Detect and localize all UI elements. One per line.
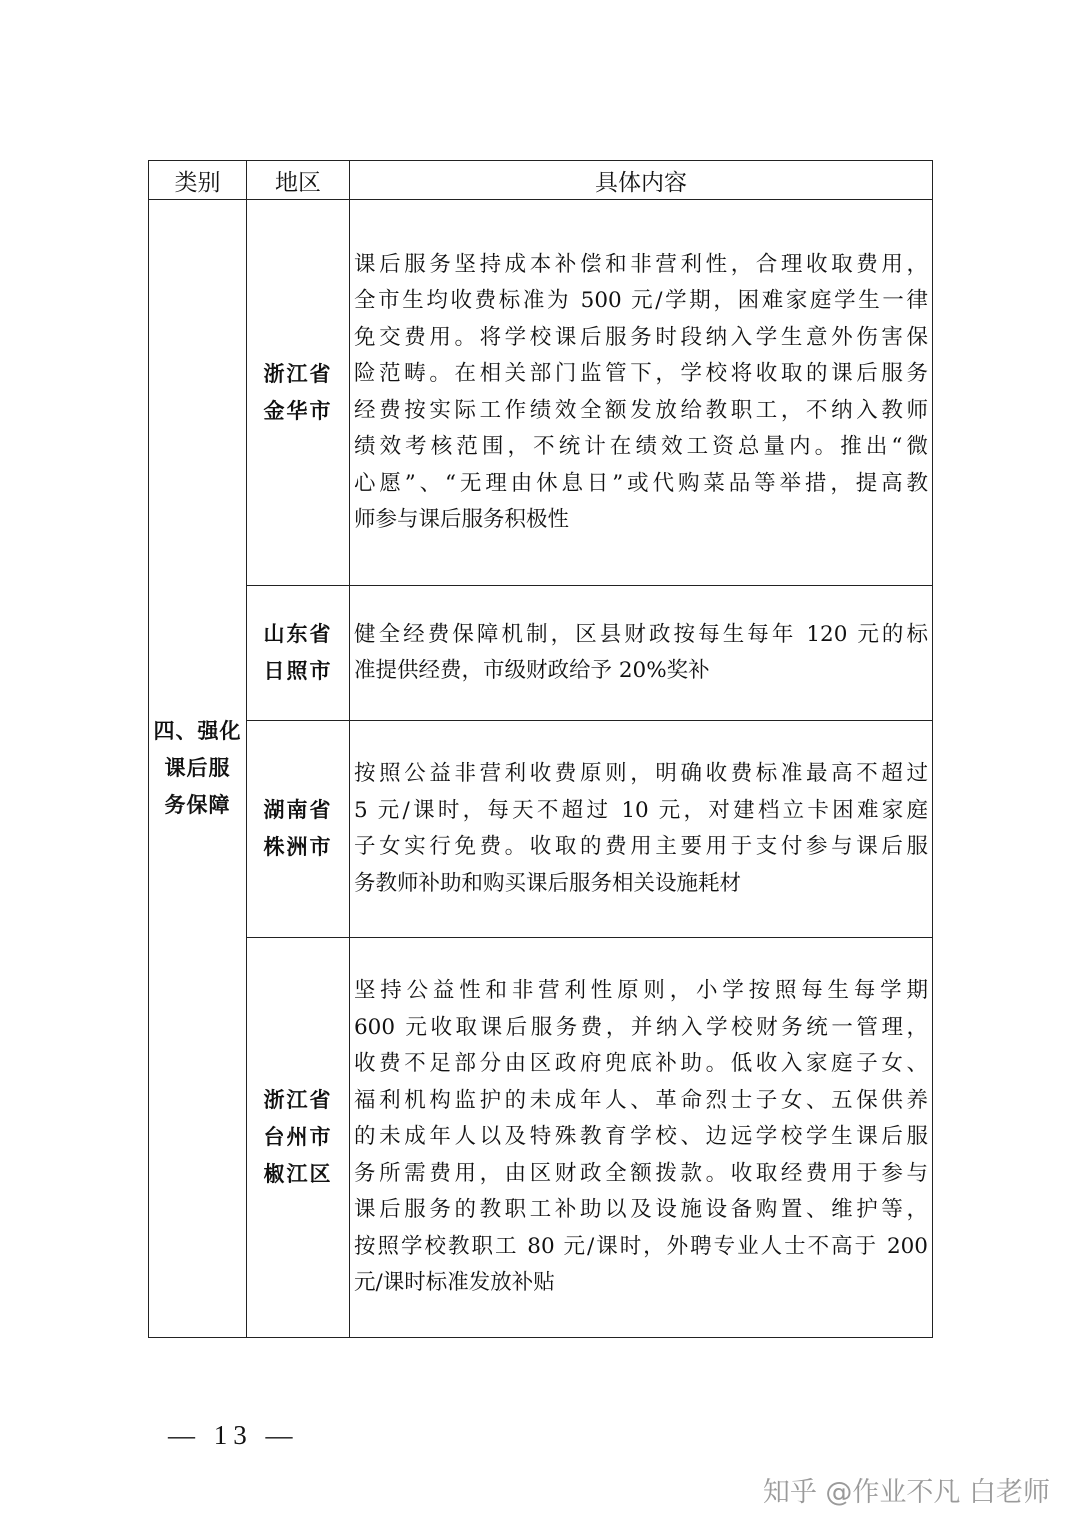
watermark: 知乎 @作业不凡 白老师: [762, 1477, 1050, 1508]
content-line: 师参与课后服务积极性: [354, 507, 570, 532]
table-row: [149, 200, 933, 586]
region-line: 金华市: [263, 398, 333, 423]
region-cell: [247, 200, 350, 586]
header-category: 类别: [149, 161, 247, 200]
table-row: [149, 938, 933, 1338]
content-line: 坚持公益性和非营利性原则，小学按照每生每学期: [354, 978, 928, 1004]
content-line: 5 元/课时，每天不超过 10 元，对建档立卡困难家庭: [354, 797, 928, 823]
content-line: 课后服务的教职工补助以及设施设备购置、维护等，: [354, 1197, 928, 1223]
table-header-row: [149, 161, 933, 200]
content-line: 的未成年人以及特殊教育学校、边远学校学生课后服: [354, 1124, 928, 1150]
region-cell: [247, 721, 350, 938]
region-line: 湖南省: [263, 798, 333, 822]
content-line: 600 元收取课后服务费，并纳入学校财务统一管理，: [354, 1014, 928, 1040]
content-line: 险范畴。在相关部门监管下，学校将收取的课后服务: [354, 361, 928, 386]
content-line: 心愿”、“无理由休息日”或代购菜品等举措，提高教: [354, 470, 928, 496]
content-line: 绩效考核范围，不统计在绩效工资总量内。推出“微: [354, 434, 928, 459]
content-line: 经费按实际工作绩效全额发放给教职工，不纳入教师: [354, 397, 928, 423]
category-cell: [149, 200, 247, 1338]
region-line: 台州市: [263, 1125, 333, 1149]
content-cell: [350, 200, 933, 586]
region-line: 浙江省: [263, 1088, 333, 1112]
region-line: 浙江省: [263, 361, 333, 386]
content-line: 元/课时标准发放补贴: [354, 1270, 555, 1296]
region-line: 山东省: [263, 622, 333, 646]
header-region: 地区: [247, 161, 350, 200]
table-row: [149, 586, 933, 721]
region-cell: [247, 586, 350, 721]
region-cell: [247, 938, 350, 1338]
category-line: 务保障: [164, 793, 231, 817]
content-line: 子女实行免费。收取的费用主要用于支付参与课后服: [354, 834, 928, 859]
region-line: 株洲市: [263, 835, 333, 859]
content-line: 按照学校教职工 80 元/课时，外聘专业人士不高于 200: [354, 1233, 928, 1259]
category-line: 课后服: [164, 756, 231, 780]
content-line: 务所需费用，由区财政全额拨款。收取经费用于参与: [354, 1160, 928, 1186]
content-line: 全市生均收费标准为 500 元/学期，困难家庭学生一律: [354, 288, 928, 313]
page-number: — 13 —: [168, 1420, 299, 1450]
region-line: 日照市: [263, 659, 333, 683]
content-line: 准提供经费，市级财政给予 20%奖补: [354, 658, 710, 683]
header-content: 具体内容: [350, 161, 933, 200]
content-line: 健全经费保障机制，区县财政按每生每年 120 元的标: [354, 621, 928, 647]
content-line: 福利机构监护的未成年人、革命烈士子女、五保供养: [354, 1087, 928, 1113]
table-row: [149, 721, 933, 938]
content-line: 收费不足部分由区政府兜底补助。低收入家庭子女、: [354, 1051, 928, 1077]
content-cell: [350, 586, 933, 721]
content-line: 课后服务坚持成本补偿和非营利性，合理收取费用，: [354, 251, 928, 277]
content-line: 务教师补助和购买课后服务相关设施耗材: [354, 870, 742, 896]
region-line: 椒江区: [263, 1162, 333, 1186]
content-cell: [350, 938, 933, 1338]
policy-table: [148, 160, 933, 1338]
content-line: 按照公益非营利收费原则，明确收费标准最高不超过: [354, 761, 928, 786]
content-line: 免交费用。将学校课后服务时段纳入学生意外伤害保: [354, 324, 928, 350]
category-line: 四、强化: [153, 719, 242, 743]
content-cell: [350, 721, 933, 938]
